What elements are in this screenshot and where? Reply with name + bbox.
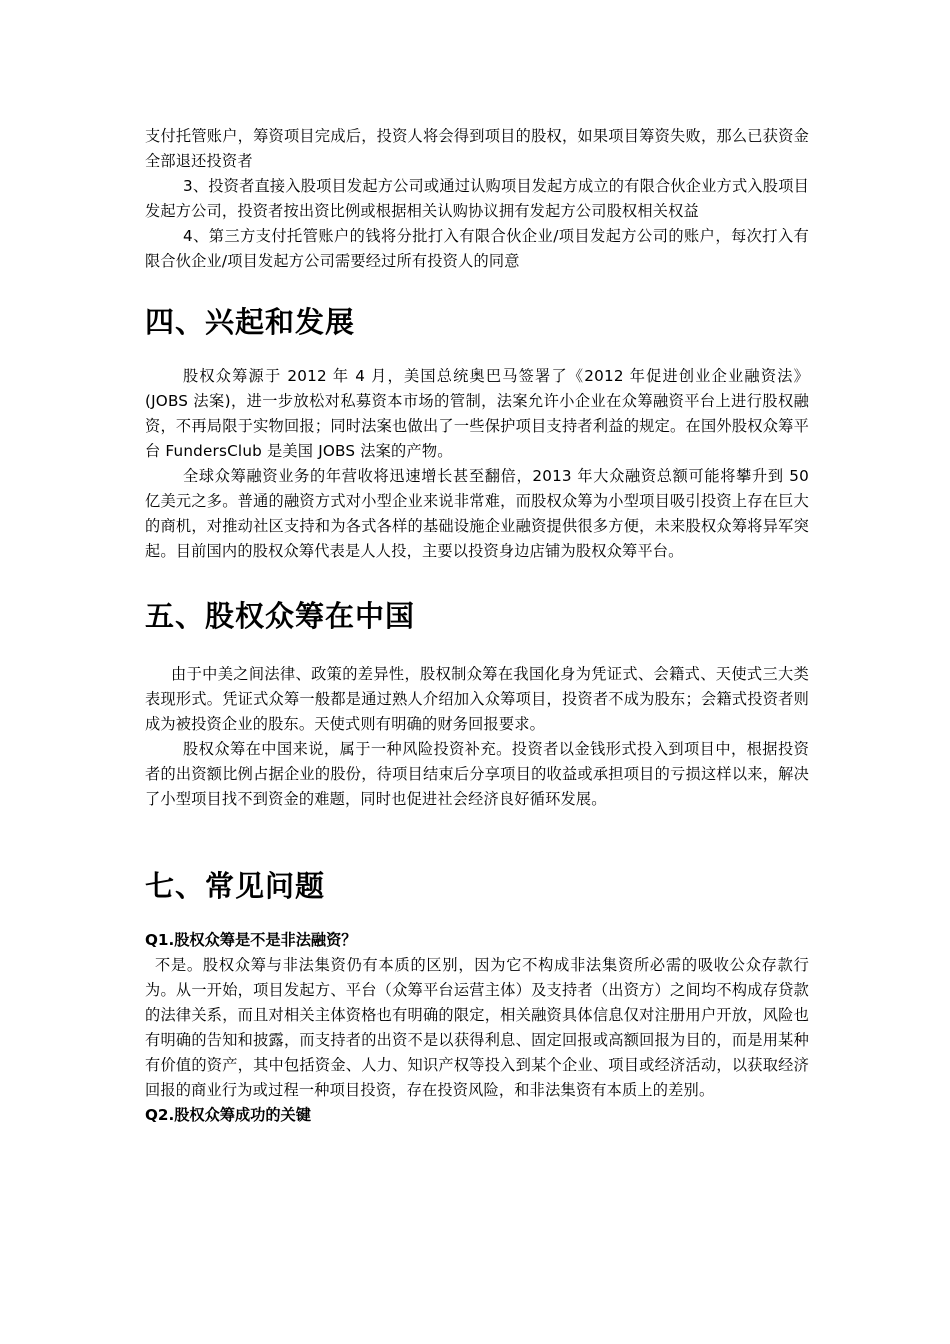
- document-page: [145, 124, 809, 1128]
- question-2: Q2.股权众筹成功的关键: [145, 1106, 311, 1124]
- intro-paragraph-3: 4、第三方支付托管账户的钱将分批打入有限合伙企业/项目发起方公司的账户，每次打入有限合伙企业/项目发起方公司需要经过所有投资人的同意: [145, 227, 809, 270]
- section-5-paragraph-2: 股权众筹在中国来说，属于一种风险投资补充。投资者以金钱形式投入到项目中，根据投资者的出资额比例占据企业的股份，待项目结束后分享项目的收益或承担项目的亏损这样以来，解决了小型项目找不到资金的难题，同时也促进社会经济良好循环发展。: [145, 740, 809, 808]
- intro-paragraph-2: 3、投资者直接入股项目发起方公司或通过认购项目发起方成立的有限合伙企业方式入股项目发起方公司，投资者按出资比例或根据相关认购协议拥有发起方公司股权相关权益: [145, 177, 809, 220]
- section-5-paragraph-1: 由于中美之间法律、政策的差异性，股权制众筹在我国化身为凭证式、会籍式、天使式三大类表现形式。凭证式众筹一般都是通过熟人介绍加入众筹项目，投资者不成为股东；会籍式投资者则成为被投资企业的股东。天使式则有明确的财务回报要求。: [145, 665, 809, 733]
- section-4-heading: 四、兴起和发展: [145, 305, 356, 339]
- section-4-paragraph-2: 全球众筹融资业务的年营收将迅速增长甚至翻倍，2013 年大众融资总额可能将攀升到 50 亿美元之多。普通的融资方式对小型企业来说非常难，而股权众筹为小型项目吸引投资上存在巨大的商机，对推动社区支持和为各式各样的基础设施企业融资提供很多方便，未来股权众筹将异军突起。目前国内的股权众筹代表是人人投，主要以投资身边店铺为股权众筹平台。: [145, 467, 809, 560]
- question-1: Q1.股权众筹是不是非法融资？: [145, 931, 357, 949]
- answer-1: 不是。股权众筹与非法集资仍有本质的区别，因为它不构成非法集资所必需的吸收公众存款行为。从一开始，项目发起方、平台（众筹平台运营主体）及支持者（出资方）之间均不构成存贷款的法律关系，而且对相关主体资格也有明确的限定，相关融资具体信息仅对注册用户开放，风险也有明确的告知和披露，而支持者的出资不是以获得利息、固定回报或高额回报为目的，而是用某种有价值的资产，其中包括资金、人力、知识产权等投入到某个企业、项目或经济活动，以获取经济回报的商业行为或过程一种项目投资，存在投资风险，和非法集资有本质上的差别。: [145, 956, 809, 1099]
- section-4-paragraph-1: 股权众筹源于 2012 年 4 月，美国总统奥巴马签署了《2012 年促进创业企业融资法》(JOBS 法案)，进一步放松对私募资本市场的管制，法案允许小企业在众筹融资平台上进行股权融资，不再局限于实物回报；同时法案也做出了一些保护项目支持者利益的规定。在国外股权众筹平台 FundersClub 是美国 JOBS 法案的产物。: [145, 367, 809, 460]
- section-7-heading: 七、常见问题: [145, 869, 326, 903]
- intro-paragraph-1: 支付托管账户，筹资项目完成后，投资人将会得到项目的股权，如果项目筹资失败，那么已获资金全部退还投资者: [145, 127, 809, 170]
- section-5-heading: 五、股权众筹在中国: [145, 599, 416, 633]
